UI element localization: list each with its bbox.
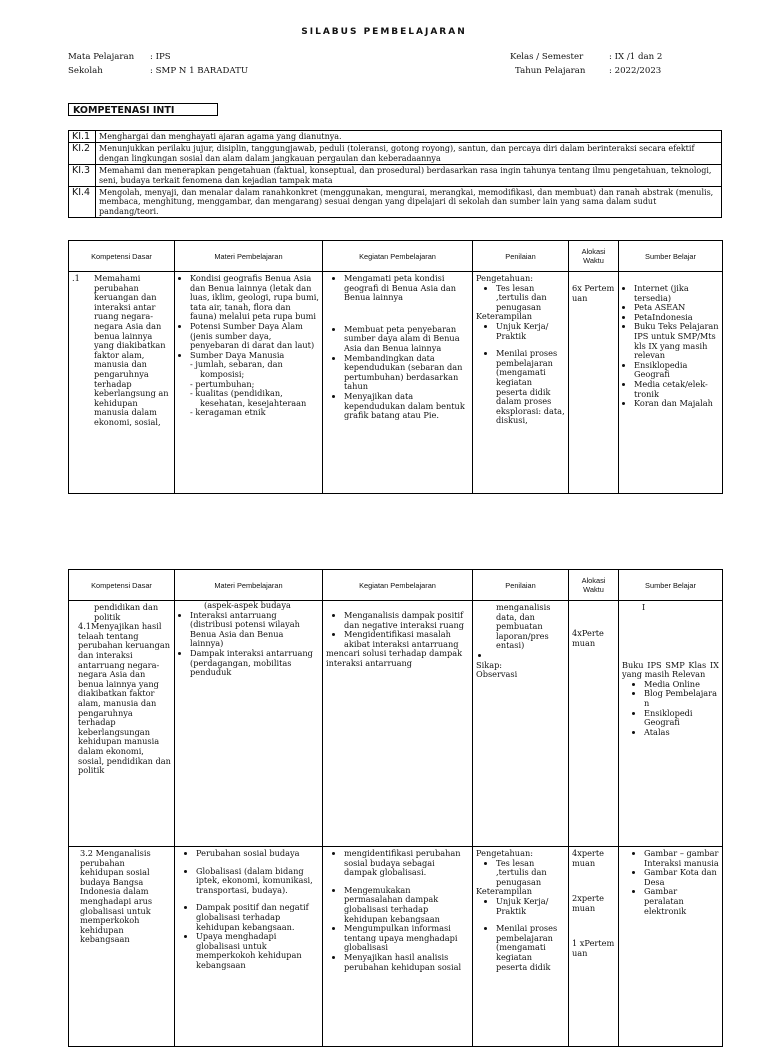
list-item: • Atalas: [644, 728, 719, 738]
ki-text: Menghargai dan menghayati ajaran agama yang dianutnya.: [96, 131, 722, 143]
kd-cell: [69, 601, 175, 847]
list-item: • Interaksi antarruang (distribusi potensi wilayah Benua Asia dan Benua lainnya): [190, 611, 319, 649]
list-item: • Mengumpulkan informasi tentang upaya menghadapi globalisasi: [344, 924, 469, 953]
sumber-cell: [619, 272, 723, 494]
list-item: • Mengamati peta kondisi geografi di Benua Asia dan Benua lainnya: [344, 274, 469, 303]
penilaian-heading: Keterampilan: [476, 311, 533, 322]
header-kegiatan: Kegiatan Pembelajaran: [323, 241, 473, 272]
kegiatan-cell: [323, 847, 473, 1047]
list-item: • Menilai proses pembelajaran (mengamati kegiatan peserta didik: [496, 924, 565, 972]
list-item: • Sumber Daya Manusia: [190, 351, 319, 361]
alokasi-value: 4xperte muan: [572, 848, 604, 868]
ki-row: [69, 143, 722, 165]
ki-text: Menunjukkan perilaku jujur, disiplin, tanggungjawab, peduli (toleransi, gotong royong), santun, dan percaya diri dalam berinteraksi secara efektif dengan lingkungan sosial dan alam dalam jangkauan pergaulan dan keberadaannya: [96, 143, 722, 165]
ki-code: KI.2: [69, 143, 96, 165]
header-penilaian: Penilaian: [473, 570, 569, 601]
list-item: • Ensiklopedia Geografi: [634, 361, 719, 380]
list-item: • Gambar Kota dan Desa: [644, 868, 719, 887]
list-item: - jumlah, sebaran, dan komposisi;: [200, 360, 319, 379]
materi-cell: [175, 601, 323, 847]
list-item: • Peta ASEAN: [634, 303, 719, 313]
header-materi: Materi Pembelajaran: [175, 570, 323, 601]
list-item: • Dampak positif dan negatif globalisasi terhadap kehidupan kebangsaan.: [196, 903, 319, 932]
sumber-cell: [619, 847, 723, 1047]
kd-cell: [69, 847, 175, 1047]
list-item: • PetaIndonesia: [634, 313, 719, 323]
list-item: • Unjuk Kerja/ Praktik: [496, 322, 565, 341]
list-item: - kualitas (pendidikan, kesehatan, kesejahteraan: [200, 389, 319, 408]
document-title: SILABUS PEMBELAJARAN: [301, 27, 467, 37]
list-item: • Upaya menghadapi globalisasi untuk memperkokoh kehidupan kebangsaan: [196, 932, 319, 970]
list-item: - keragaman etnik: [200, 408, 319, 418]
ki-row: [69, 131, 722, 143]
list-item: • Media cetak/elek-tronik: [634, 380, 719, 399]
alokasi-cell: [569, 272, 619, 494]
sekolah-value: : SMP N 1 BARADATU: [150, 66, 249, 76]
list-item: - pertumbuhan;: [200, 380, 319, 390]
penilaian-cell: [473, 601, 569, 847]
kd-text: 3.2 Menganalisis perubahan kehidupan sosial budaya Bangsa Indonesia dalam menghadapi arus globalisasi untuk memperkokoh kehidupan kebangsaan: [80, 848, 153, 945]
mapel-value: : IPS: [150, 52, 171, 62]
list-item: • Blog Pembelajara n: [644, 689, 719, 708]
list-item: • Gambar peralatan elektronik: [644, 887, 719, 916]
header-alokasi: Alokasi Waktu: [569, 570, 619, 601]
list-item: • Menganalisis dampak positif dan negative interaksi ruang: [344, 611, 469, 630]
ki-table: [68, 130, 722, 218]
list-item: • Membuat peta penyebaran sumber daya alam di Benua Asia dan Benua lainnya: [344, 325, 469, 354]
list-item: • Membandingkan data kependudukan (sebaran dan pertumbuhan) berdasarkan tahun: [344, 354, 469, 392]
kd-text: Memahami perubahan keruangan dan interaksi antar ruang negara-negara Asia dan benua lainnya yang diakibatkan faktor alam, manusia dan pengaruhnya terhadap keberlangsung an kehidupan manusia dalam ekonomi, sosial,: [94, 273, 169, 427]
penilaian-text: menganalisis data, dan pembuatan laporan/pres entasi): [496, 602, 551, 651]
sumber-cell: [619, 601, 723, 847]
ki-row: [69, 165, 722, 187]
alokasi-value: 1 xPertem uan: [572, 938, 615, 958]
kegiatan-text: mencari solusi terhadap dampak interaksi antarruang: [326, 648, 463, 668]
alokasi-cell: [569, 847, 619, 1047]
silabus-table-1: [68, 240, 723, 494]
header-alokasi: Alokasi Waktu: [569, 241, 619, 272]
list-item: • Media Online: [644, 680, 719, 690]
list-item: • Globalisasi (dalam bidang iptek, ekonomi, komunikasi, transportasi, budaya).: [196, 867, 319, 896]
alokasi-value: 6x Pertem uan: [572, 283, 615, 303]
tahun-label: Tahun Pelajaran: [515, 66, 586, 76]
kegiatan-cell: [323, 601, 473, 847]
kegiatan-cell: [323, 272, 473, 494]
list-item: • Gambar – gambar Interaksi manusia: [644, 849, 719, 868]
ki-code: KI.4: [69, 187, 96, 218]
header-kd: Kompetensi Dasar: [69, 241, 175, 272]
header-kegiatan: Kegiatan Pembelajaran: [323, 570, 473, 601]
ki-row: [69, 187, 722, 218]
kd-cell: [69, 272, 175, 494]
header-sumber: Sumber Belajar: [619, 241, 723, 272]
ki-code: KI.1: [69, 131, 96, 143]
list-item: • Dampak interaksi antarruang (perdagangan, mobilitas penduduk: [190, 649, 319, 678]
list-item: • Menyajikan data kependudukan dalam bentuk grafik batang atau Pie.: [344, 392, 469, 421]
penilaian-heading: Keterampilan: [476, 886, 533, 897]
list-item: • Buku Teks Pelajaran IPS untuk SMP/Mts kls IX yang masih relevan: [634, 322, 719, 360]
table-row: [69, 847, 723, 1047]
header-materi: Materi Pembelajaran: [175, 241, 323, 272]
list-item: • mengidentifikasi perubahan sosial budaya sebagai dampak globalisasi.: [344, 849, 469, 878]
list-item: • Tes lesan ,tertulis dan penugasan: [496, 859, 565, 888]
header-penilaian: Penilaian: [473, 241, 569, 272]
kelas-label: Kelas / Semester: [510, 52, 584, 62]
penilaian-cell: [473, 272, 569, 494]
list-item: • Ensiklopedi Geografi: [644, 709, 719, 728]
list-item: • Mengidentifikasi masalah akibat interaksi antarruang: [344, 630, 469, 649]
penilaian-heading: Pengetahuan:: [476, 273, 533, 283]
header-sumber: Sumber Belajar: [619, 570, 723, 601]
materi-cell: [175, 272, 323, 494]
kd-text: pendidikan dan politik: [94, 602, 159, 622]
materi-text: (aspek-aspek budaya: [204, 600, 291, 610]
mapel-label: Mata Pelajaran: [68, 52, 135, 62]
list-item: • Unjuk Kerja/ Praktik: [496, 897, 565, 916]
ki-heading: KOMPETENASI INTI: [68, 103, 218, 116]
ki-code: KI.3: [69, 165, 96, 187]
list-item: • Tes lesan ,tertulis dan penugasan: [496, 284, 565, 313]
sumber-text: I: [642, 602, 646, 612]
kelas-value: : IX /1 dan 2: [609, 52, 663, 62]
ki-text: Mengolah, menyaji, dan menalar dalam ranahkonkret (menggunakan, mengurai, merangkai, memodifikasi, dan membuat) dan ranah abstrak (menulis, membaca, menghitung, menggambar, dan mengarang) sesuai dengan yang dipelajari di sekolah dan sumber lain yang sama dalam sudut pandang/teori.: [96, 187, 722, 218]
list-item: • Kondisi geografis Benua Asia dan Benua lainnya (letak dan luas, iklim, geologi, rupa bumi, tata air, tanah, flora dan fauna) melalui peta rupa bumi: [190, 274, 319, 322]
table-row: [69, 601, 723, 847]
silabus-table-2: [68, 569, 723, 1047]
list-item: • Mengemukakan permasalahan dampak globalisasi terhadap kehidupan kebangsaan: [344, 886, 469, 924]
table-row: [69, 272, 723, 494]
sekolah-label: Sekolah: [68, 66, 103, 76]
header-kd: Kompetensi Dasar: [69, 570, 175, 601]
list-item: • Menyajikan hasil analisis perubahan kehidupan sosial: [344, 953, 469, 972]
alokasi-cell: [569, 601, 619, 847]
materi-cell: [175, 847, 323, 1047]
list-item: • Potensi Sumber Daya Alam (jenis sumber daya, penyebaran di darat dan laut): [190, 322, 319, 351]
kd-number: .1: [72, 273, 80, 283]
alokasi-value: 4xPerte muan: [572, 628, 604, 648]
alokasi-value: 2xperte muan: [572, 893, 604, 913]
ki-text: Memahami dan menerapkan pengetahuan (faktual, konseptual, dan prosedural) berdasarkan rasa ingin tahunya tentang ilmu pengetahuan, teknologi, seni, budaya terkait fenomena dan kejadian tampak mata: [96, 165, 722, 187]
list-item: • Internet (jika tersedia): [634, 284, 719, 303]
list-item: • Perubahan sosial budaya: [196, 849, 319, 859]
list-item: • Koran dan Majalah: [634, 399, 719, 409]
tahun-value: : 2022/2023: [609, 66, 662, 76]
list-item: • Menilai proses pembelajaran (mengamati kegiatan peserta didik dalam proses eksplorasi: data, diskusi,: [496, 349, 565, 426]
penilaian-sikap: Sikap: Observasi: [476, 659, 518, 680]
table-header-row: [69, 241, 723, 272]
table-header-row: [69, 570, 723, 601]
kd-text: 4.1Menyajikan hasil telaah tentang perubahan keruangan dan interaksi antarruang negara-negara Asia dan benua lainnya yang diakibatkan faktor alam, manusia dan pengaruhnya terhadap keberlangsungan kehidupan manusia dalam ekonomi, sosial, pendidikan dan politik: [78, 621, 171, 776]
sumber-text: Buku IPS SMP Klas IX yang masih Relevan: [622, 659, 719, 680]
penilaian-cell: [473, 847, 569, 1047]
penilaian-heading: Pengetahuan:: [476, 848, 533, 858]
